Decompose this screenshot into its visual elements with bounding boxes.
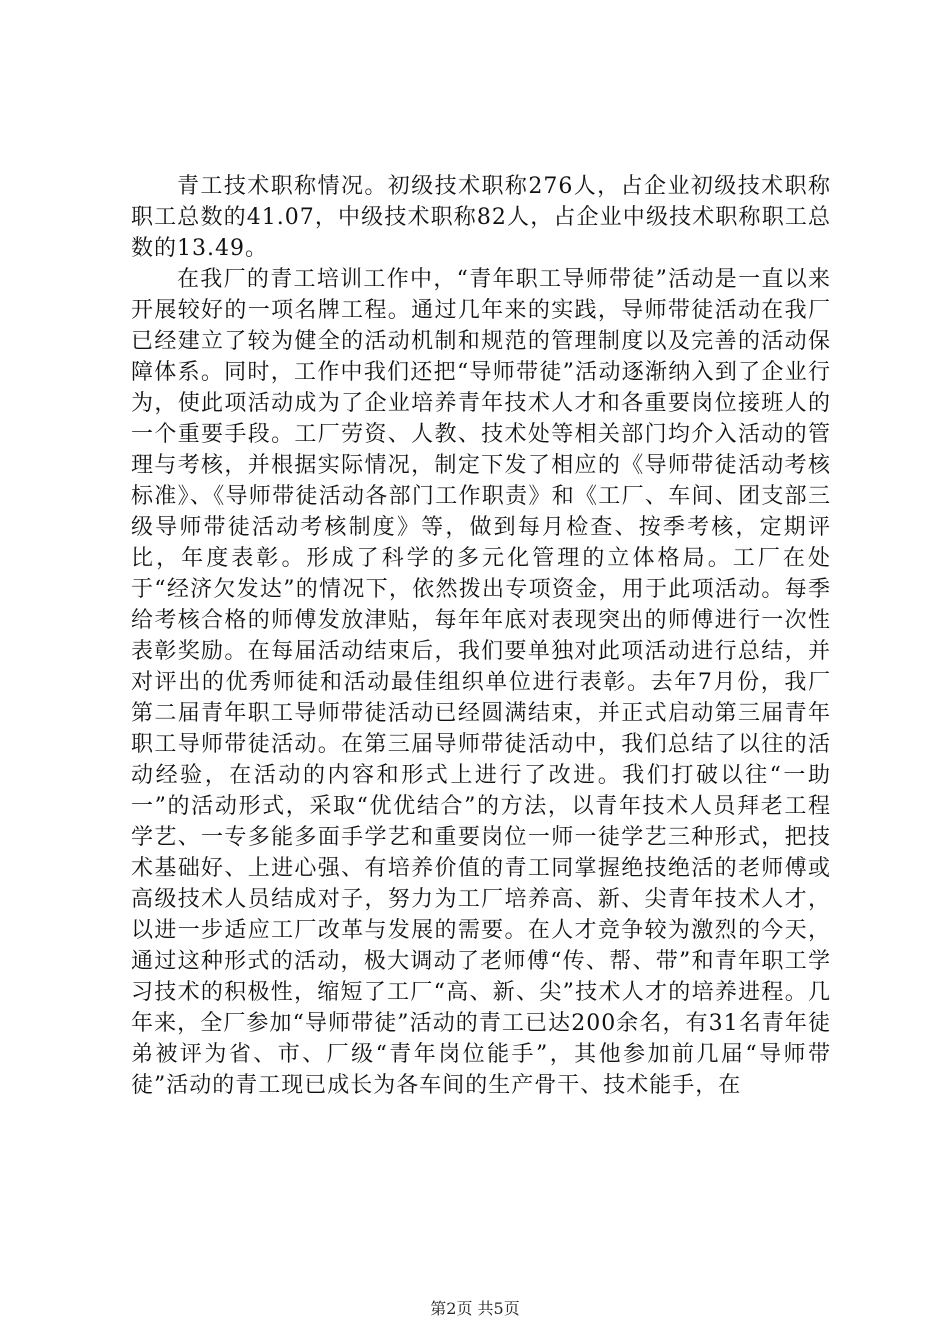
paragraph-mentorship: 在我厂的青工培训工作中，“青年职工导师带徒”活动是一直以来开展较好的一项名牌工程。通过几年来的实践，导师带徒活动在我厂已经建立了较为健全的活动机制和规范的管理制度以及完善的活动保障体系。同时，工作中我们还把“导师带徒”活动逐渐纳入到了企业行为，使此项活动成为了企业培养青年技术人才和各重要岗位接班人的一个重要手段。工厂劳资、人教、技术处等相关部门均介入活动的管理与考核，并根据实际情况，制定下发了相应的《导师带徒活动考核标准》、《导师带徒活动各部门工作职责》和《工厂、车间、团支部三级导师带徒活动考核制度》等，做到每月检查、按季考核，定期评比，年度表彰。形成了科学的多元化管理的立体格局。工厂在处于“经济欠发达”的情况下，依然拨出专项资金，用于此项活动。每季给考核合格的师傅发放津贴，每年年底对表现突出的师傅进行一次性表彰奖励。在每届活动结束后，我们要单独对此项活动进行总结，并对评出的优秀师徒和活动最佳组织单位进行表彰。去年7月份，我厂第二届青年职工导师带徒活动已经圆满结束，并正式启动第三届青年职工导师带徒活动。在第三届导师带徒活动中，我们总结了以往的活动经验，在活动的内容和形式上进行了改进。我们打破以往“一助一”的活动形式，采取“优优结合”的方法，以青年技术人员拜老工程学艺、一专多能多面手学艺和重要岗位一师一徒学艺三种形式，把技术基础好、上进心强、有培养价值的青工同掌握绝技绝活的老师傅或高级技术人员结成对子，努力为工厂培养高、新、尖青年技术人才，以进一步适应工厂改革与发展的需要。在人才竞争较为激烈的今天，通过这种形式的活动，极大调动了老师傅“传、帮、带”和青年职工学习技术的积极性，缩短了工厂“高、新、尖”技术人才的培养进程。几年来，全厂参加“导师带徒”活动的青工已达200余名，有31名青年徒弟被评为省、市、厂级“青年岗位能手”，其他参加前几届“导师带徒”活动的青工现已成长为各车间的生产骨干、技术能手，在: [131, 267, 831, 1098]
page-footer: 第2页 共5页: [430, 1299, 520, 1318]
document-body: [131, 171, 831, 1101]
paragraph-title-stats: 青工技术职称情况。初级技术职称276人，占企业初级技术职称职工总数的41.07，中级技术职称82人，占企业中级技术职称职工总数的13.49。: [131, 174, 831, 261]
